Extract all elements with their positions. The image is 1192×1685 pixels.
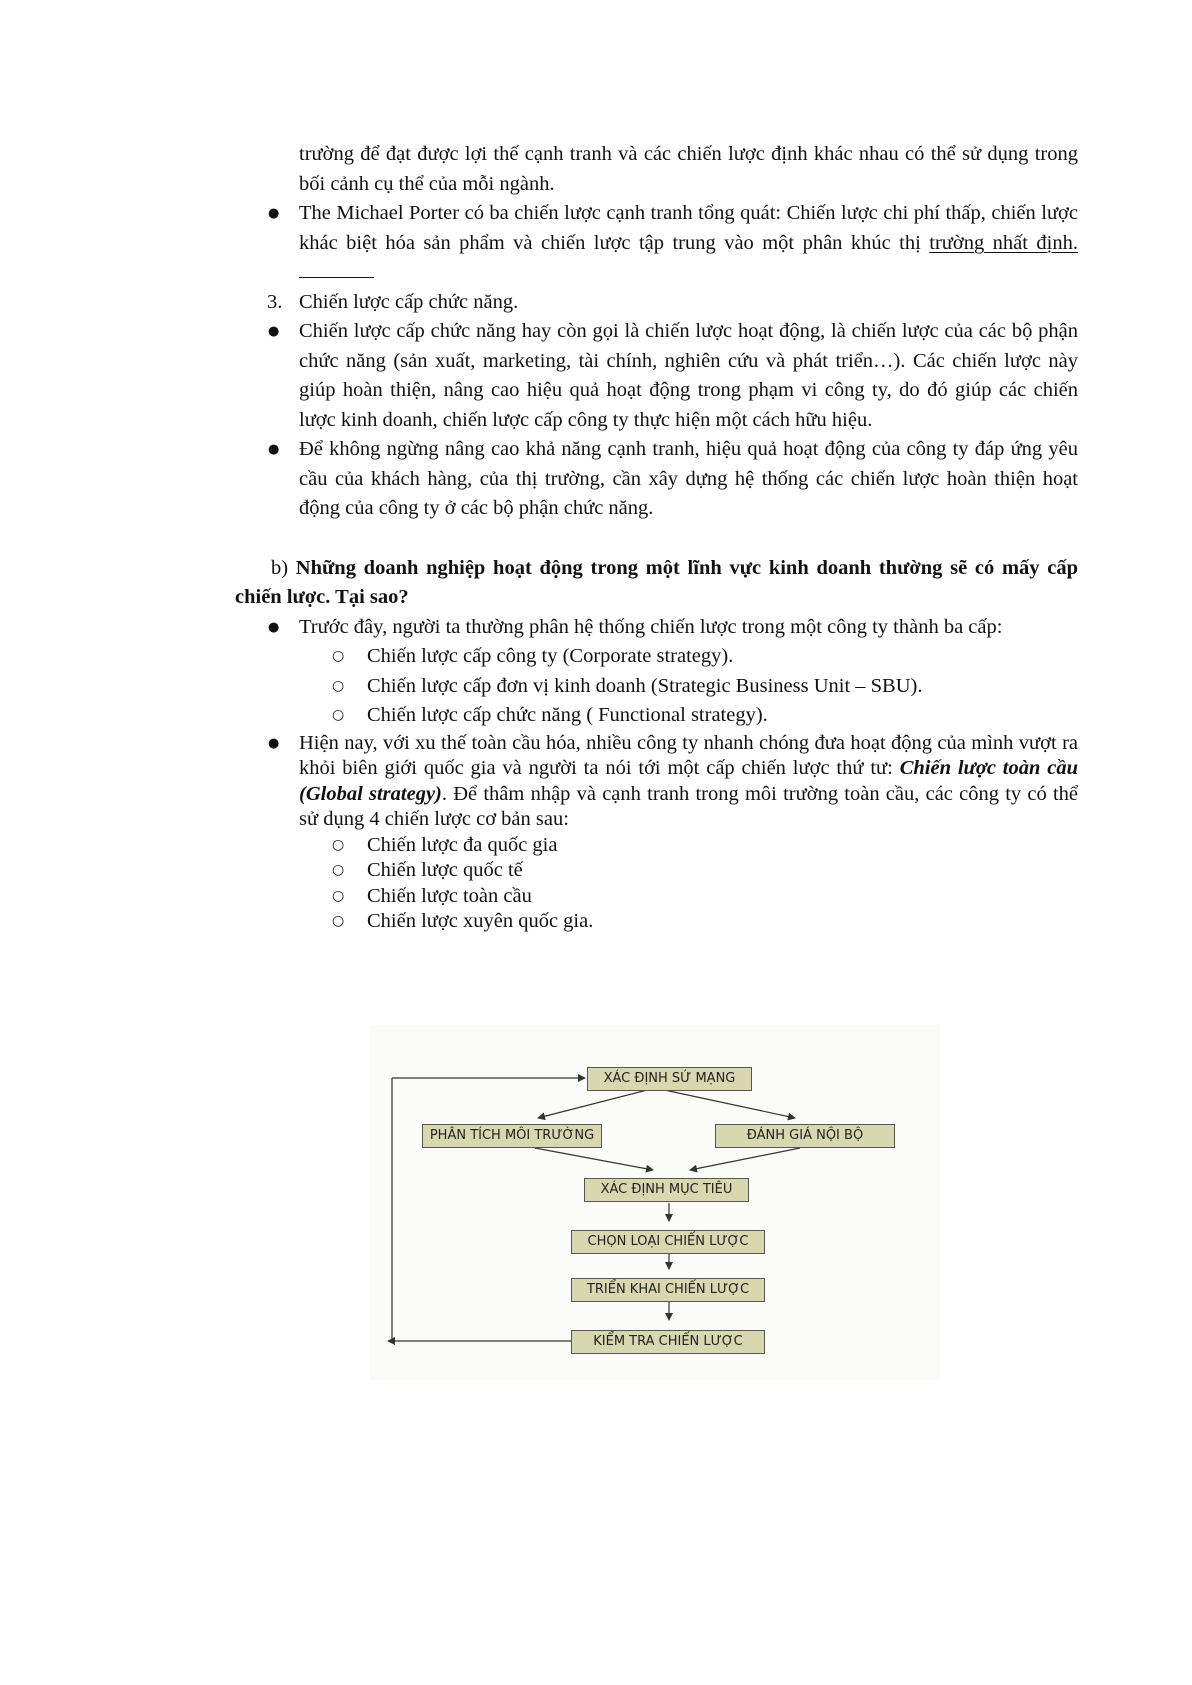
arrow-internal-objectives xyxy=(690,1148,800,1170)
arrow-environment-objectives xyxy=(535,1148,653,1170)
bullet-porter xyxy=(235,199,1078,288)
node-control: KIỂM TRA CHIẾN LƯỢC xyxy=(571,1330,765,1354)
bullet-competition-text: Để không ngừng nâng cao khả năng cạnh tranh, hiệu quả hoạt động của công ty đáp ứng yêu cầu của khách hàng, của thị trường, cần xây dựng hệ thống các chiến lược hoàn thiện hoạt động của công ty ở các bộ phận chức năng. xyxy=(299,438,1078,519)
list-item: ○ Chiến lược toàn cầu xyxy=(235,884,1078,910)
item-3 xyxy=(235,288,1078,318)
circle-bullet-icon: ○ xyxy=(332,887,345,904)
strategy-levels-list xyxy=(235,642,1078,731)
circle-bullet-icon: ○ xyxy=(332,677,345,694)
bullet-now-after: . Để thâm nhập và cạnh tranh trong môi trường toàn cầu, các công ty có thể sử dụng 4 chiến lược cơ bản sau: xyxy=(299,782,1078,830)
bullet-dot-icon: ● xyxy=(268,324,280,339)
bullet-now-before: Hiện nay, với xu thế toàn cầu hóa, nhiều công ty nhanh chóng đưa hoạt động của mình vượt ra khỏi biên giới quốc gia và người ta nói tới một cấp chiến lược thứ tư: xyxy=(299,731,1078,779)
body-text xyxy=(235,140,1078,935)
bullet-functional xyxy=(235,317,1078,435)
node-mission: XÁC ĐỊNH SỨ MẠNG xyxy=(587,1067,752,1091)
list-item: ○ Chiến lược cấp công ty (Corporate strategy). xyxy=(235,642,1078,672)
bullet-functional-text: Chiến lược cấp chức năng hay còn gọi là chiến lược hoạt động, là chiến lược của các bộ phận chức năng (sản xuất, marketing, tài chính, nghiên cứu và phát triển…). Các chiến lược này giúp hoàn thiện, nâng cao hiệu quả hoạt động trong phạm vi công ty, do đó giúp các chiến lược kinh doanh, chiến lược cấp công ty thực hiện một cách hữu hiệu. xyxy=(299,320,1078,431)
section-b-question: Những doanh nghiệp hoạt động trong một lĩnh vực kinh doanh thường sẽ có mấy cấp chiến lược. Tại sao? xyxy=(235,556,1078,608)
section-b-letter: b) xyxy=(271,556,289,579)
bullet-dot-icon: ● xyxy=(268,442,280,457)
list-item: ○ Chiến lược cấp chức năng ( Functional strategy). xyxy=(235,701,1078,731)
node-choose: CHỌN LOẠI CHIẾN LƯỢC xyxy=(571,1230,765,1254)
section-b-heading xyxy=(235,554,1078,613)
strategy-process-diagram xyxy=(370,1025,940,1380)
node-environment: PHÂN TÍCH MÔI TRƯỜNG xyxy=(422,1124,602,1148)
circle-bullet-icon: ○ xyxy=(332,707,345,723)
item-3-text: Chiến lược cấp chức năng. xyxy=(299,290,519,313)
bullet-now xyxy=(235,731,1078,833)
circle-bullet-icon: ○ xyxy=(332,862,345,878)
intro-continuation: trường để đạt được lợi thế cạnh tranh và các chiến lược định khác nhau có thể sử dụng trong bối cảnh cụ thể của mỗi ngành. xyxy=(299,143,1078,195)
bullet-previous-text: Trước đây, người ta thường phân hệ thống chiến lược trong một công ty thành ba cấp: xyxy=(299,615,1003,638)
bullet-previous xyxy=(235,613,1078,643)
bullet-porter-underlined: trường nhất định. xyxy=(929,231,1078,254)
global-strategies-list xyxy=(235,833,1078,935)
circle-bullet-icon: ○ xyxy=(332,913,345,929)
circle-bullet-icon: ○ xyxy=(332,648,345,664)
global-strategy-emphasis: Chiến lược toàn cầu (Global strategy) xyxy=(299,757,1079,805)
node-internal: ĐÁNH GIÁ NỘI BỘ xyxy=(715,1124,895,1148)
bullet-dot-icon: ● xyxy=(268,619,280,635)
arrow-mission-environment xyxy=(538,1088,655,1118)
bullet-dot-icon: ● xyxy=(268,206,280,221)
list-item: ○ Chiến lược quốc tế xyxy=(235,858,1078,884)
bullet-porter-text: The Michael Porter có ba chiến lược cạnh tranh tổng quát: Chiến lược chi phí thấp, chiến lược khác biệt hóa sản phẩm và chiến lược tập trung vào một phân khúc thị xyxy=(299,202,1078,254)
bullet-competition xyxy=(235,435,1078,524)
bullet-dot-icon: ● xyxy=(268,735,280,751)
list-item: ○ Chiến lược đa quốc gia xyxy=(235,833,1078,859)
circle-bullet-icon: ○ xyxy=(332,836,345,853)
node-implement: TRIỂN KHAI CHIẾN LƯỢC xyxy=(571,1278,765,1302)
list-item: ○ Chiến lược cấp đơn vị kinh doanh (Strategic Business Unit – SBU). xyxy=(235,672,1078,702)
arrow-mission-internal xyxy=(655,1088,795,1118)
node-objectives: XÁC ĐỊNH MỤC TIÊU xyxy=(584,1178,749,1202)
underline-extension xyxy=(299,276,374,278)
list-item: ○ Chiến lược xuyên quốc gia. xyxy=(235,909,1078,935)
item-3-number: 3. xyxy=(267,290,283,313)
